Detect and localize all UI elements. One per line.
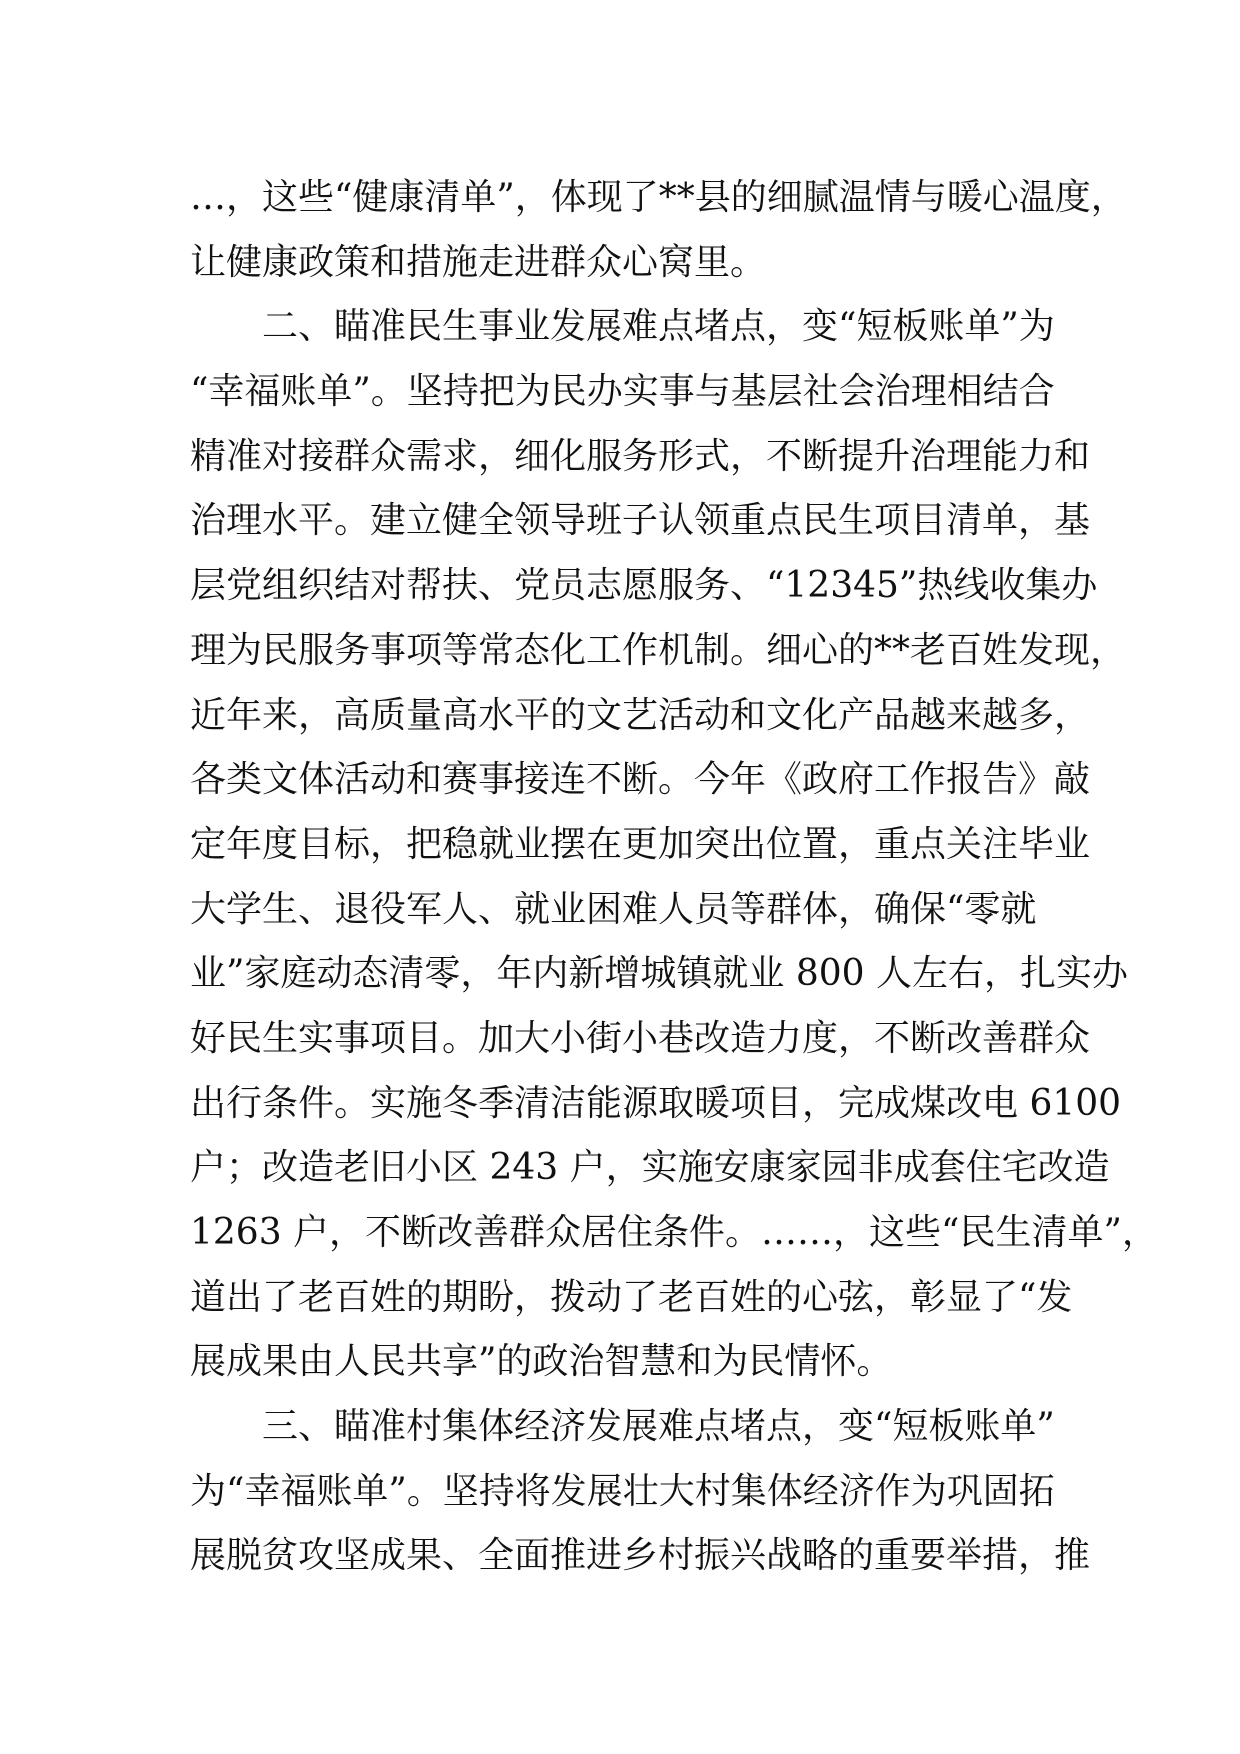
section-heading-line: 二、瞄准民生事业发展难点堵点，变“短板账单”为 (262, 306, 1055, 348)
body-line: 近年来，高质量高水平的文艺活动和文化产品越来越多， (190, 694, 1091, 736)
body-line: 为“幸福账单”。坚持将发展壮大村集体经济作为巩固拓 (190, 1470, 1055, 1512)
body-line: 治理水平。建立健全领导班子认领重点民生项目清单，基 (190, 500, 1091, 542)
section-heading-line: 三、瞄准村集体经济发展难点堵点，变“短板账单” (262, 1406, 1055, 1448)
body-line: 让健康政策和措施走进群众心窝里。 (190, 241, 767, 283)
body-line: 1263 户，不断改善群众居住条件。……，这些“民生清单”， (190, 1212, 1158, 1253)
body-line: 业”家庭动态清零，年内新增城镇就业 800 人左右，扎实办 (190, 953, 1129, 995)
body-line: 出行条件。实施冬季清洁能源取暖项目，完成煤改电 6100 (190, 1082, 1122, 1124)
body-line: 各类文体活动和赛事接连不断。今年《政府工作报告》敲 (190, 759, 1091, 801)
body-line: “幸福账单”。坚持把为民办实事与基层社会治理相结合 (190, 371, 1055, 413)
body-line: 定年度目标，把稳就业摆在更加突出位置，重点关注毕业 (190, 823, 1091, 865)
body-line: 层党组织结对帮扶、党员志愿服务、“12345”热线收集办 (190, 565, 1098, 607)
body-line: …，这些“健康清单”，体现了**县的细腻温情与暖心温度， (190, 177, 1127, 218)
document-body (190, 166, 1158, 1589)
body-line: 大学生、退役军人、就业困难人员等群体，确保“零就 (190, 888, 1037, 930)
body-line: 展成果由人民共享”的政治智慧和为民情怀。 (190, 1341, 893, 1383)
body-line: 好民生实事项目。加大小街小巷改造力度，不断改善群众 (190, 1017, 1091, 1059)
body-line: 理为民服务事项等常态化工作机制。细心的**老百姓发现， (190, 629, 1127, 671)
body-line: 精准对接群众需求，细化服务形式，不断提升治理能力和 (190, 435, 1091, 477)
body-line: 道出了老百姓的期盼，拨动了老百姓的心弦，彰显了“发 (190, 1276, 1073, 1318)
body-line: 户；改造老旧小区 243 户，实施安康家园非成套住宅改造 (190, 1147, 1110, 1189)
body-line: 展脱贫攻坚成果、全面推进乡村振兴战略的重要举措，推 (190, 1535, 1091, 1577)
